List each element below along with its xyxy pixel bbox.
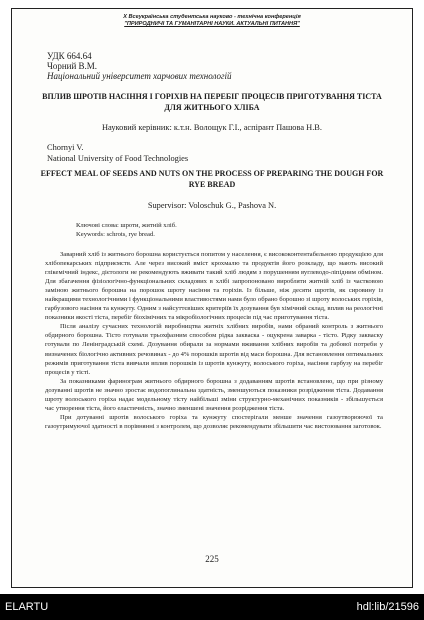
author-affiliation: Національний університет харчових технологій <box>47 71 232 81</box>
repository-footer <box>0 594 424 620</box>
supervisor-uk: Науковий керівник: к.т.н. Волощук Г.І., аспірант Пашова Н.В. <box>102 123 322 132</box>
supervisor-en: Supervisor: Voloschuk G., Pashova N. <box>147 201 277 210</box>
repository-name[interactable]: ELARTU <box>5 601 49 613</box>
keywords-en: Keywords: schrots, rye bread. <box>76 231 155 238</box>
conference-title: X Всеукраїнська студентська науково - технічна конференція <box>123 14 301 20</box>
author-name: Чорний В.М. <box>47 61 98 71</box>
body-paragraph: За показниками фаринограм житнього обдирного борошна з додаванням шротів встановлено, що при різному дозуванні шротів не значно зростає водопоглинальна здатність, зменшуються показники розрідження тіста. Додавання шроту волоського горіха надає модельному тісту найбільші зміни структурно-механічних показників - збільшується час утворення тіста, його еластичність, значно зменшені значення розрідження тіста. <box>45 377 383 412</box>
keywords-uk: Ключові слова: шроти, житній хліб. <box>76 222 177 229</box>
page-number: 225 <box>205 554 219 564</box>
body-paragraph: Заварний хліб із житнього борошна користується попитом у населення, є висококонтентабельною продукцією для хлібопекарських підприємств. Але через високий вміст крохмалю та продуктів його розкладу, що мають високий глікемічний індекс, дієтологи не рекомендують вживати такий хліб людям з порушенням вуглеводо-ліпідним обміном. Для збагачення фізіологічно-функціональних складових в хлібі запропоновано виробляти житній хліб із частковою заміною житнього борошна на порошок шроту насіння та горіхів. Із більше, ніж десяти шротів, як сировину із найкращими технологічними і функціональними властивостями нами було обрано борошно зі шроту волоських горіхів, гарбузового насіння та кунжуту. Одним з найсуттєвіших критеріїв їх дозування був хімічний склад, вплив на реологічні показники якості тіста, перебіг біохімічних та мікробіологічних процесів під час приготування тіста. <box>45 251 383 322</box>
author-name-en: Chornyi V. <box>47 143 84 152</box>
body-paragraph: Після аналізу сучасних технологій виробництва житніх хлібних виробів, нами обраний контроль з житнього обдирного борошна. Тісто готували трьохфазним способом рідка закваска - оцукрена заварка - тісто. Рідку закваску готували по Ленінградській схемі. Дозування обирали за нормами вживання хлібних виробів та добової потреби у визначених біологічно активних речовинах - до 4% порошків шротів від маси борошна. Для встановлення оптимальних режимів приготування тіста вивчали вплив порошків із шротів кунжуту, волоського горіха, насіння гарбузу на перебіг процесів у тісті. <box>45 323 383 376</box>
conference-header <box>0 14 424 28</box>
conference-subtitle: "ПРИРОДНИЧІ ТА ГУМАНІТАРНІ НАУКИ. АКТУАЛЬНІ ПИТАННЯ" <box>124 20 300 27</box>
handle-id[interactable]: hdl:lib/21596 <box>356 601 419 613</box>
author-affiliation-en: National University of Food Technologies <box>47 154 189 163</box>
article-title-uk: ВПЛИВ ШРОТІВ НАСІННЯ І ГОРІХІВ НА ПЕРЕБІГ ПРОЦЕСІВ ПРИГОТУВАННЯ ТІСТА ДЛЯ ЖИТНЬОГО ХЛІБА <box>42 92 382 112</box>
body-paragraph: При дотуванні шротів волоського горіха та кунжуту спостерігали менше значення газоутворюючої та газоутримуючої здатності в порівнянні з контролем, що дозволяє рекомендувати збільшити час вистоювання заготовок. <box>45 413 383 430</box>
article-title-en: EFFECT MEAL OF SEEDS AND NUTS ON THE PROCESS OF PREPARING THE DOUGH FOR RYE BREAD <box>40 169 384 189</box>
udk-code: УДК 664.64 <box>47 51 92 61</box>
article-body <box>45 250 383 431</box>
